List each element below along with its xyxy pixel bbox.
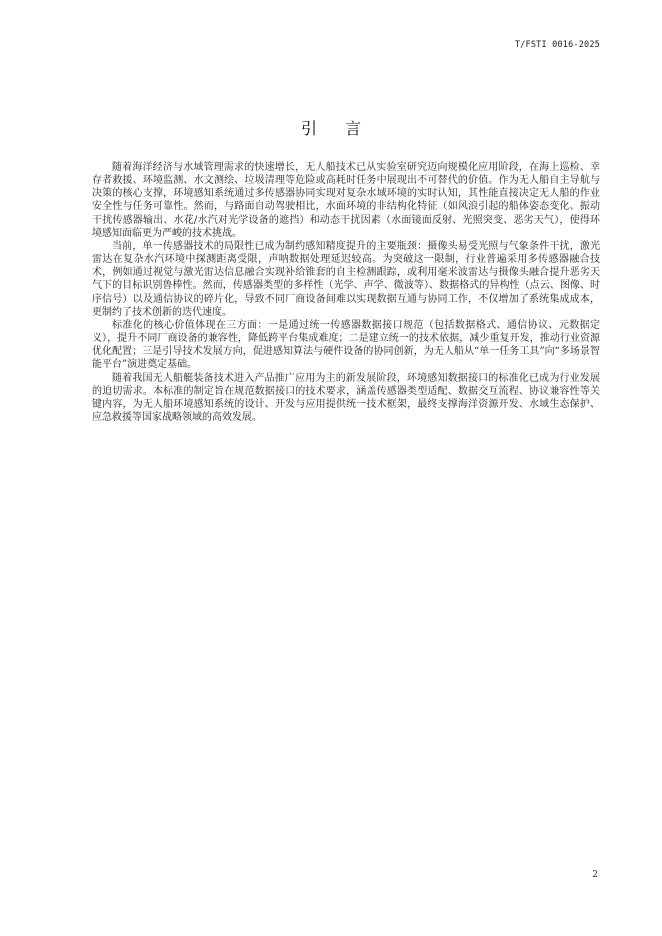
page-number: 2 (592, 870, 598, 880)
introduction-body (92, 161, 600, 424)
paragraph: 随着海洋经济与水域管理需求的快速增长，无人船技术已从实验室研究迈向规模化应用阶段，在海上巡检、幸存者救援、环境监测、水文测绘、垃圾清理等危险或高耗时任务中展现出不可替代的价值。作为无人船自主导航与决策的核心支撑，环境感知系统通过多传感器协同实现对复杂水域环境的实时认知，其性能直接决定无人船的作业安全性与任务可靠性。然而，与路面自动驾驶相比，水面环境的非结构化特征（如风浪引起的船体姿态变化、振动干扰传感器输出、水花/水汽对光学设备的遮挡）和动态干扰因素（水面镜面反射、光照突变、恶劣天气），使得环境感知面临更为严峻的技术挑战。 (92, 162, 600, 239)
standard-code: T/FSTI 0016-2025 (514, 40, 600, 50)
paragraph: 随着我国无人船艇装备技术进入产品推广应用为主的新发展阶段，环境感知数据接口的标准化已成为行业发展的迫切需求。本标准的制定旨在规范数据接口的技术要求，涵盖传感器类型适配、数据交互流程、协议兼容性等关键内容，为无人船环境感知系统的设计、开发与应用提供统一技术框架，最终支撑海洋资源开发、水域生态保护、应急救援等国家战略领域的高效发展。 (92, 372, 600, 423)
paragraph: 标准化的核心价值体现在三方面：一是通过统一传感器数据接口规范（包括数据格式、通信协议、元数据定义），提升不同厂商设备的兼容性，降低跨平台集成难度；二是建立统一的技术依据，减少重复开发，推动行业资源优化配置；三是引导技术发展方向，促进感知算法与硬件设备的协同创新，为无人船从“单一任务工具”向“多场景智能平台”演进奠定基础。 (92, 319, 600, 371)
paragraph: 当前，单一传感器技术的局限性已成为制约感知精度提升的主要瓶颈：摄像头易受光照与气象条件干扰，激光雷达在复杂水汽环境中探测距离受限，声呐数据处理延迟较高。为突破这一限制，行业普遍采用多传感器融合技术，例如通过视觉与激光雷达信息融合实现补给锥套的自主检测跟踪，或利用毫米波雷达与摄像头融合提升恶劣天气下的目标识别鲁棒性。然而，传感器类型的多样性（光学、声学、微波等）、数据格式的异构性（点云、图像、时序信号）以及通信协议的碎片化，导致不同厂商设备间难以实现数据互通与协同工作，不仅增加了系统集成成本，更制约了技术创新的迭代速度。 (92, 240, 600, 318)
section-title: 引言 (300, 119, 389, 138)
